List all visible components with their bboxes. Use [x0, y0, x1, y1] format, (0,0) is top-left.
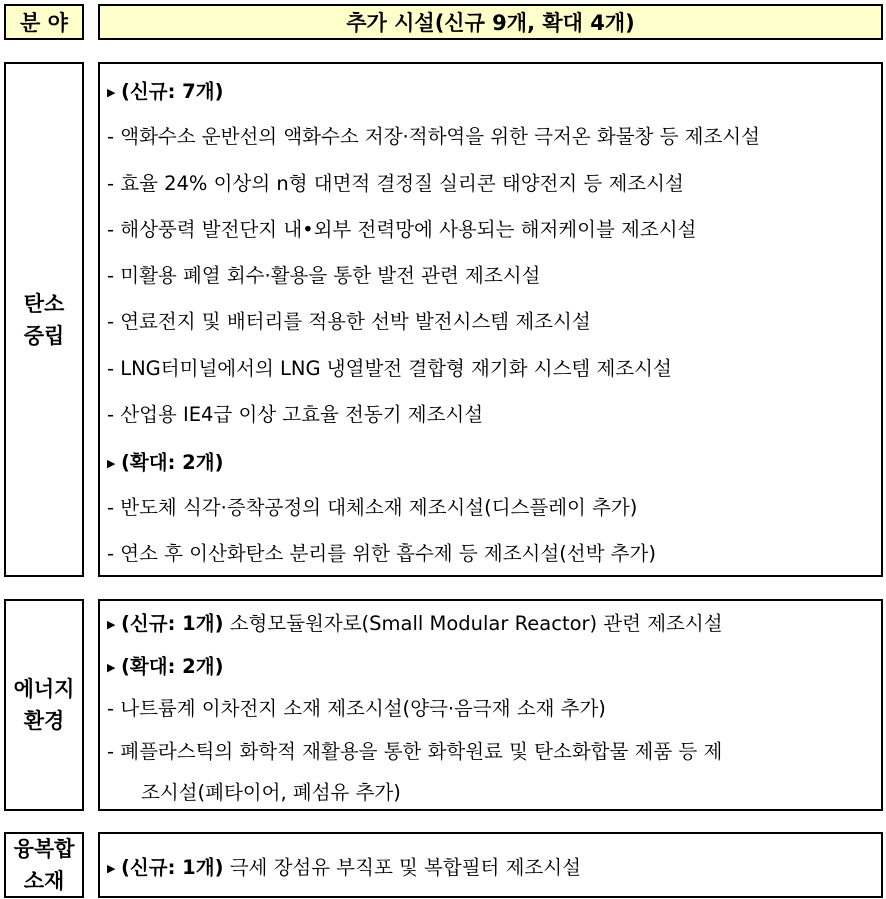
- carbon-new-item: - 미활용 폐열 회수·활용을 통한 발전 관련 제조시설: [107, 264, 541, 287]
- section-composite-content: [98, 832, 883, 898]
- carbon-new-item: - 효율 24% 이상의 n형 대면적 결정질 실리콘 태양전지 등 제조시설: [107, 172, 684, 195]
- carbon-expand-item: - 반도체 식각·증착공정의 대체소재 제조시설(디스플레이 추가): [107, 496, 638, 519]
- energy-expand-item-cont: 조시설(폐타이어, 폐섬유 추가): [141, 781, 401, 804]
- carbon-new-item: - 연료전지 및 배터리를 적용한 선박 발전시스템 제조시설: [107, 310, 591, 333]
- triangle-right-icon: ▶: [107, 661, 116, 674]
- section-energy-content: [98, 599, 883, 811]
- composite-new-line: ▶ (신규: 1개) 극세 장섬유 부직포 및 복합필터 제조시설: [107, 856, 581, 879]
- field-header-cell: [4, 4, 84, 40]
- carbon-expand-item: - 연소 후 이산화탄소 분리를 위한 흡수제 등 제조시설(선박 추가): [107, 542, 656, 565]
- triangle-right-icon: ▶: [107, 457, 116, 470]
- triangle-right-icon: ▶: [107, 618, 116, 631]
- carbon-new-item: - 해상풍력 발전단지 내•외부 전력망에 사용되는 해저케이블 제조시설: [107, 218, 697, 241]
- title-header-label: 추가 시설(신규 9개, 확대 4개): [346, 11, 635, 35]
- carbon-new-item: - LNG터미널에서의 LNG 냉열발전 결합형 재기화 시스템 제조시설: [107, 357, 672, 380]
- energy-expand-heading: ▶ (확대: 2개): [107, 655, 224, 678]
- energy-expand-item: - 나트륨계 이차전지 소재 제조시설(양극·음극재 소재 추가): [107, 697, 606, 720]
- carbon-new-heading: ▶ (신규: 7개): [107, 80, 224, 103]
- energy-new-line: ▶ (신규: 1개) 소형모듈원자로(Small Modular Reactor) 관련 제조시설: [107, 612, 723, 635]
- field-header-label: 분 야: [20, 11, 68, 35]
- section-carbon-content: [98, 62, 883, 577]
- triangle-right-icon: ▶: [107, 86, 116, 99]
- title-header-cell: [98, 4, 883, 40]
- triangle-right-icon: ▶: [107, 862, 116, 875]
- section-composite-label: 융복합 소재: [13, 837, 75, 893]
- carbon-expand-heading: ▶ (확대: 2개): [107, 451, 224, 474]
- section-carbon-label: 탄소 중립: [23, 291, 65, 348]
- energy-expand-item: - 폐플라스틱의 화학적 재활용을 통한 화학원료 및 탄소화합물 제품 등 제: [107, 740, 723, 763]
- carbon-new-item: - 산업용 IE4급 이상 고효율 전동기 제조시설: [107, 403, 484, 426]
- section-carbon-label-cell: [4, 62, 84, 577]
- carbon-new-item: - 액화수소 운반선의 액화수소 저장·적하역을 위한 극저온 화물창 등 제조시설: [107, 125, 760, 148]
- section-composite-label-cell: [4, 832, 84, 898]
- section-energy-label: 에너지 환경: [13, 677, 75, 733]
- section-energy-label-cell: [4, 599, 84, 811]
